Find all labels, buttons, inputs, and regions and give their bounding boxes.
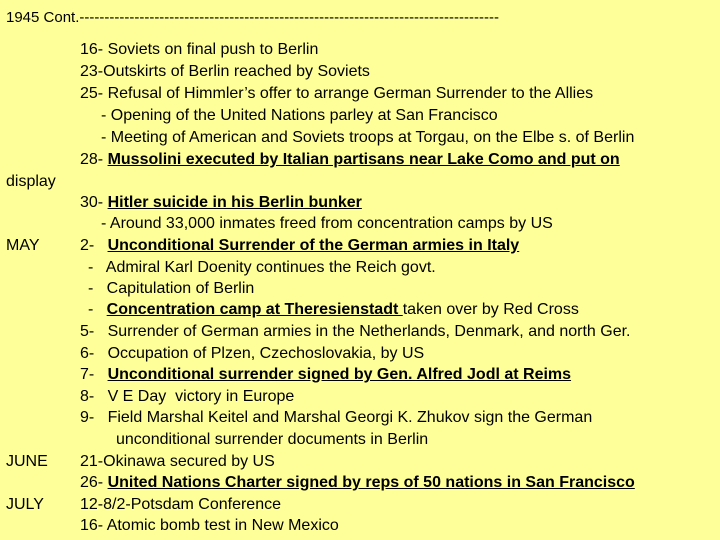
event-line: 16- Atomic bomb test in New Mexico bbox=[80, 517, 339, 534]
event-prefix: 30- bbox=[80, 194, 108, 211]
event-line: - Meeting of American and Soviets troops at Torgau, on the Elbe s. of Berlin bbox=[101, 129, 635, 146]
event-line: 12-8/2-Potsdam Conference bbox=[80, 496, 281, 513]
event-line: 8- V E Day victory in Europe bbox=[80, 388, 295, 405]
event-line: 23-Outskirts of Berlin reached by Soviets bbox=[80, 63, 370, 80]
event-line: - Capitulation of Berlin bbox=[88, 280, 255, 297]
event-line: 25- Refusal of Himmler’s offer to arrange German Surrender to the Allies bbox=[80, 85, 594, 102]
event-line bbox=[80, 473, 635, 493]
slide-title: 1945 Cont.------------------------------------------------------------------------------------ bbox=[6, 9, 499, 26]
month-label-may: MAY bbox=[6, 237, 40, 254]
event-line bbox=[88, 300, 579, 320]
event-line bbox=[80, 193, 362, 213]
event-prefix: 7- bbox=[80, 366, 108, 383]
event-prefix: 28- bbox=[80, 151, 108, 168]
event-line bbox=[80, 236, 519, 256]
month-label-june: JUNE bbox=[6, 453, 48, 470]
event-prefix: 26- bbox=[80, 474, 108, 491]
event-line: - Around 33,000 inmates freed from concentration camps by US bbox=[101, 215, 553, 232]
event-line bbox=[80, 150, 620, 170]
event-prefix: 2- bbox=[80, 237, 108, 254]
event-line: 16- Soviets on final push to Berlin bbox=[80, 41, 319, 58]
event-line: 9- Field Marshal Keitel and Marshal Georgi K. Zhukov sign the German bbox=[80, 409, 593, 426]
event-rest: taken over by Red Cross bbox=[402, 301, 579, 318]
wrapped-word: display bbox=[6, 173, 56, 190]
event-line bbox=[80, 365, 571, 385]
event-prefix: - bbox=[88, 301, 107, 318]
event-line: 6- Occupation of Plzen, Czechoslovakia, by US bbox=[80, 345, 425, 362]
event-highlight: United Nations Charter signed by reps of 50 nations in San Francisco bbox=[107, 474, 635, 491]
event-line: 21-Okinawa secured by US bbox=[80, 453, 275, 470]
event-highlight: Mussolini executed by Italian partisans near Lake Como and put on bbox=[107, 151, 620, 168]
event-line: - Opening of the United Nations parley at San Francisco bbox=[101, 107, 498, 124]
event-highlight: Hitler suicide in his Berlin bunker bbox=[107, 194, 362, 211]
month-label-july: JULY bbox=[6, 496, 44, 513]
event-highlight: Unconditional surrender signed by Gen. Alfred Jodl at Reims bbox=[107, 366, 572, 383]
event-line: 5- Surrender of German armies in the Netherlands, Denmark, and north Ger. bbox=[80, 323, 631, 340]
event-highlight: Unconditional Surrender of the German armies in Italy bbox=[107, 237, 520, 254]
event-line: unconditional surrender documents in Berlin bbox=[116, 431, 429, 448]
event-highlight: Concentration camp at Theresienstadt bbox=[106, 301, 403, 318]
event-line: - Admiral Karl Doenity continues the Reich govt. bbox=[88, 259, 436, 276]
